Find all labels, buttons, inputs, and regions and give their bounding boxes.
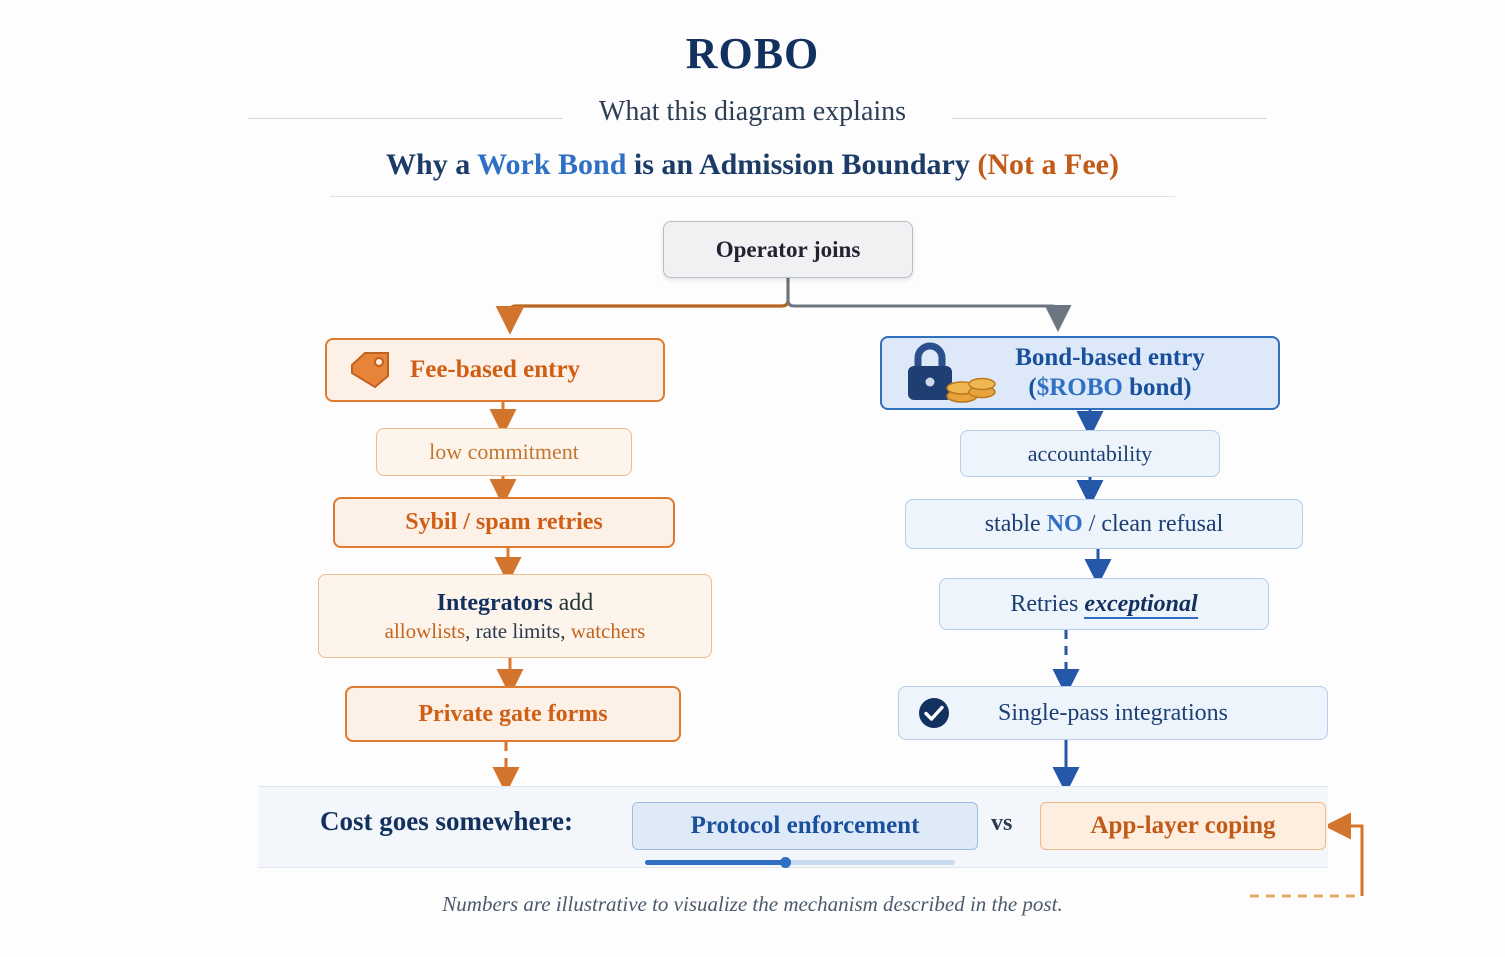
node-operator-joins-label: Operator joins — [715, 236, 861, 262]
node-fee-based-entry-label: Fee-based entry — [409, 356, 581, 384]
node-integrators-line1-bold: Integrators — [436, 589, 553, 616]
headline-work-bond: Work Bond — [477, 148, 627, 181]
node-low-commitment-label: low commitment — [429, 439, 579, 465]
page-subtitle: What this diagram explains — [598, 96, 907, 127]
chip-app-layer-coping-label: App-layer coping — [1090, 812, 1276, 839]
node-sybil-spam-retries-label: Sybil / spam retries — [405, 509, 603, 536]
headline-part1: Why a — [386, 148, 478, 181]
chip-app-layer-coping[interactable] — [1040, 802, 1326, 850]
headline-part2: is an Admission Boundary — [626, 148, 978, 181]
node-private-gate-forms[interactable] — [345, 686, 681, 742]
node-integrators-ratelimits: , rate limits, — [465, 618, 571, 643]
node-retries-emphasis: exceptional — [1084, 590, 1198, 617]
chip-protocol-enforcement-label: Protocol enforcement — [690, 812, 920, 839]
node-sybil-spam-retries[interactable] — [333, 497, 675, 548]
cost-label: Cost goes somewhere: — [320, 806, 573, 836]
node-bond-paren-open: ( — [1028, 374, 1037, 401]
node-stable-no-pre: stable — [984, 510, 1047, 537]
node-retries-text — [1010, 590, 1197, 618]
node-integrators-add[interactable] — [318, 574, 712, 658]
node-integrators-line2 — [385, 618, 646, 644]
footnote: Numbers are illustrative to visualize the mechanism described in the post. — [442, 892, 1063, 916]
page-title: ROBO — [685, 29, 820, 78]
node-stable-no[interactable] — [905, 499, 1303, 549]
node-integrators-allowlists: allowlists — [384, 618, 466, 643]
cost-meter-fill — [645, 860, 785, 865]
node-stable-no-text — [985, 510, 1224, 538]
node-single-pass-label: Single-pass integrations — [998, 699, 1228, 726]
node-accountability[interactable] — [960, 430, 1220, 477]
headline-rule — [330, 196, 1175, 197]
node-private-gate-forms-label: Private gate forms — [418, 700, 608, 727]
node-retries-exceptional[interactable] — [939, 578, 1269, 630]
node-single-pass-integrations[interactable] — [898, 686, 1328, 740]
node-accountability-label: accountability — [1027, 440, 1153, 466]
headline — [0, 148, 1505, 182]
node-low-commitment[interactable] — [376, 428, 632, 476]
node-bond-paren-close: bond) — [1122, 374, 1192, 401]
check-circle-icon — [917, 696, 951, 730]
node-bond-based-entry[interactable] — [880, 336, 1280, 410]
headline-paren: (Not a Fee) — [977, 148, 1119, 181]
vs-label: vs — [991, 810, 1013, 836]
cost-meter-knob[interactable] — [780, 857, 791, 868]
price-tag-icon — [349, 351, 391, 389]
node-bond-token: $ROBO — [1036, 374, 1123, 401]
node-fee-based-entry[interactable] — [325, 338, 665, 402]
node-bond-based-entry-line1: Bond-based entry — [1015, 343, 1205, 371]
node-integrators-line1 — [437, 588, 594, 618]
node-stable-no-keyword: NO — [1046, 510, 1083, 537]
node-integrators-line1-rest: add — [552, 589, 594, 616]
node-integrators-watchers: watchers — [570, 618, 646, 643]
chip-protocol-enforcement[interactable] — [632, 802, 978, 850]
lock-and-coins-icon — [896, 340, 1001, 406]
node-stable-no-post: / clean refusal — [1082, 510, 1224, 537]
node-operator-joins[interactable] — [663, 221, 913, 278]
node-retries-pre: Retries — [1010, 590, 1085, 617]
